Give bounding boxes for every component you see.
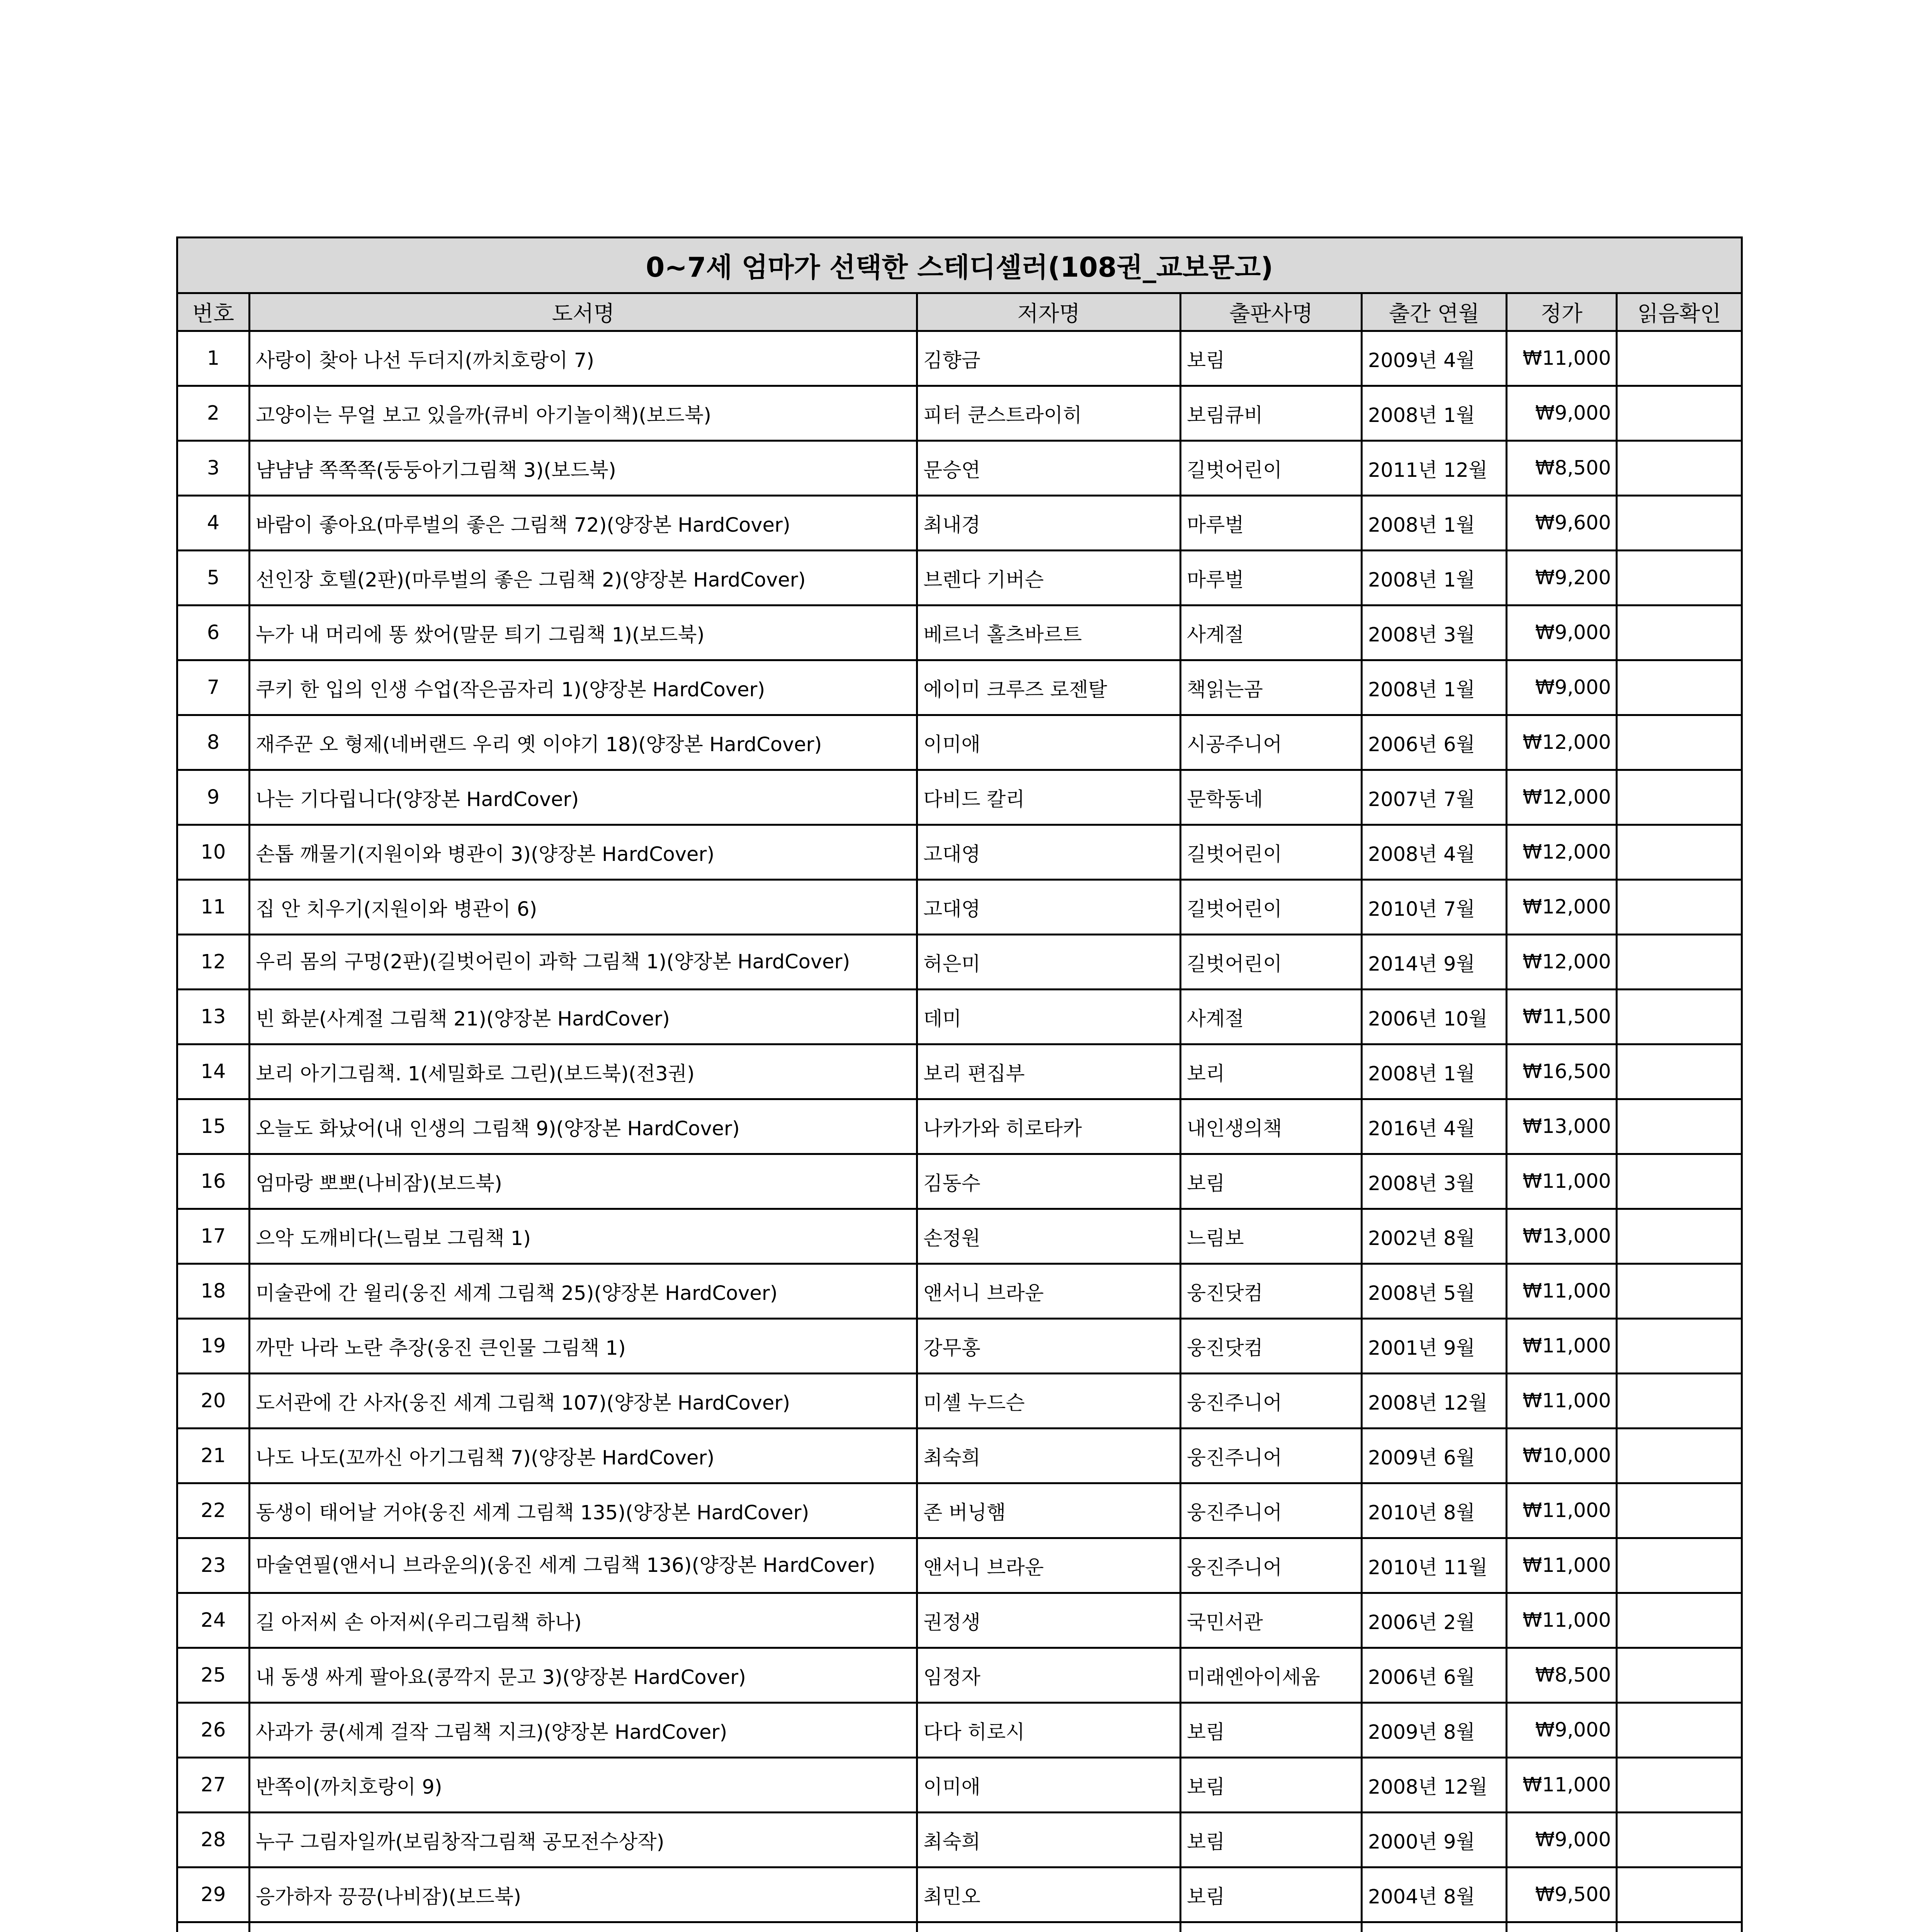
author-name: 임정자 bbox=[917, 1648, 1181, 1703]
read-check-cell[interactable] bbox=[1617, 1867, 1742, 1922]
table-row bbox=[177, 1374, 1742, 1429]
row-number: 9 bbox=[177, 770, 250, 825]
list-price: ₩9,000 bbox=[1507, 605, 1617, 660]
list-price: ₩11,000 bbox=[1507, 1374, 1617, 1429]
row-number: 23 bbox=[177, 1538, 250, 1593]
read-check-cell[interactable] bbox=[1617, 825, 1742, 880]
col-number-header: 번호 bbox=[177, 293, 250, 331]
row-number: 8 bbox=[177, 715, 250, 770]
read-check-cell[interactable] bbox=[1617, 1209, 1742, 1264]
book-title: 사과가 쿵(세계 걸작 그림책 지크)(양장본 HardCover) bbox=[250, 1703, 917, 1758]
publish-date: 2011년 12월 bbox=[1362, 441, 1507, 496]
col-publisher-header: 출판사명 bbox=[1181, 293, 1362, 331]
row-number: 4 bbox=[177, 496, 250, 551]
publish-date: 2001년 9월 bbox=[1362, 1319, 1507, 1374]
read-check-cell[interactable] bbox=[1617, 1922, 1742, 1932]
publisher-name: 길벗어린이 bbox=[1181, 935, 1362, 990]
publish-date: 2008년 1월 bbox=[1362, 660, 1507, 715]
publisher-name: 내인생의책 bbox=[1181, 1099, 1362, 1154]
publisher-name: 사계절 bbox=[1181, 990, 1362, 1044]
publisher-name: 보림 bbox=[1181, 1758, 1362, 1813]
author-name: 이미애 bbox=[917, 1758, 1181, 1813]
author-name: 강무홍 bbox=[917, 1319, 1181, 1374]
table-row bbox=[177, 386, 1742, 441]
table-row bbox=[177, 1758, 1742, 1813]
list-price: ₩12,000 bbox=[1507, 935, 1617, 990]
author-name: 손정원 bbox=[917, 1209, 1181, 1264]
list-price: ₩11,000 bbox=[1507, 1319, 1617, 1374]
publisher-name: 사계절 bbox=[1181, 605, 1362, 660]
publish-date: 2000년 9월 bbox=[1362, 1813, 1507, 1867]
publish-date: 2010년 8월 bbox=[1362, 1483, 1507, 1538]
row-number: 12 bbox=[177, 935, 250, 990]
col-price-header: 정가 bbox=[1507, 293, 1617, 331]
author-name: 앤서니 브라운 bbox=[917, 1264, 1181, 1319]
book-list-table bbox=[176, 236, 1743, 1932]
read-check-cell[interactable] bbox=[1617, 1483, 1742, 1538]
author-name: 김향금 bbox=[917, 331, 1181, 386]
table-row bbox=[177, 1483, 1742, 1538]
list-price: ₩12,000 bbox=[1507, 825, 1617, 880]
publish-date: 2006년 10월 bbox=[1362, 990, 1507, 1044]
list-price: ₩9,000 bbox=[1507, 386, 1617, 441]
list-price: ₩11,000 bbox=[1507, 1593, 1617, 1648]
table-row bbox=[177, 1922, 1742, 1932]
read-check-cell[interactable] bbox=[1617, 331, 1742, 386]
book-title: 도서관에 간 사자(웅진 세계 그림책 107)(양장본 HardCover) bbox=[250, 1374, 917, 1429]
col-author-header: 저자명 bbox=[917, 293, 1181, 331]
read-check-cell[interactable] bbox=[1617, 1648, 1742, 1703]
table-row bbox=[177, 1593, 1742, 1648]
author-name: 최숙희 bbox=[917, 1813, 1181, 1867]
author-name bbox=[917, 1922, 1181, 1932]
publisher-name: 길벗어린이 bbox=[1181, 880, 1362, 935]
publisher-name: 웅진주니어 bbox=[1181, 1374, 1362, 1429]
publish-date: 2008년 1월 bbox=[1362, 386, 1507, 441]
read-check-cell[interactable] bbox=[1617, 605, 1742, 660]
publisher-name: 길벗어린이 bbox=[1181, 441, 1362, 496]
row-number: 28 bbox=[177, 1813, 250, 1867]
list-price: ₩11,000 bbox=[1507, 1483, 1617, 1538]
book-title: 재주꾼 오 형제(네버랜드 우리 옛 이야기 18)(양장본 HardCover) bbox=[250, 715, 917, 770]
table-row bbox=[177, 1813, 1742, 1867]
read-check-cell[interactable] bbox=[1617, 1758, 1742, 1813]
publish-date: 2016년 4월 bbox=[1362, 1099, 1507, 1154]
row-number: 5 bbox=[177, 551, 250, 605]
list-price: ₩10,000 bbox=[1507, 1429, 1617, 1483]
book-title: 바람이 좋아요(마루벌의 좋은 그림책 72)(양장본 HardCover) bbox=[250, 496, 917, 551]
book-title: 마술연필(앤서니 브라운의)(웅진 세계 그림책 136)(양장본 HardCover) bbox=[250, 1538, 917, 1593]
read-check-cell[interactable] bbox=[1617, 1154, 1742, 1209]
book-title: 누구 그림자일까(보림창작그림책 공모전수상작) bbox=[250, 1813, 917, 1867]
book-title: 반쪽이(까치호랑이 9) bbox=[250, 1758, 917, 1813]
read-check-cell[interactable] bbox=[1617, 935, 1742, 990]
publisher-name: 느림보 bbox=[1181, 1209, 1362, 1264]
book-title: 길 아저씨 손 아저씨(우리그림책 하나) bbox=[250, 1593, 917, 1648]
row-number: 29 bbox=[177, 1867, 250, 1922]
read-check-cell[interactable] bbox=[1617, 1319, 1742, 1374]
book-title: 응가하자 끙끙(나비잠)(보드북) bbox=[250, 1867, 917, 1922]
table-row bbox=[177, 1044, 1742, 1099]
book-title: 엄마랑 뽀뽀(나비잠)(보드북) bbox=[250, 1154, 917, 1209]
publish-date: 2009년 8월 bbox=[1362, 1703, 1507, 1758]
row-number: 19 bbox=[177, 1319, 250, 1374]
author-name: 최숙희 bbox=[917, 1429, 1181, 1483]
row-number: 26 bbox=[177, 1703, 250, 1758]
publisher-name: 보림 bbox=[1181, 1703, 1362, 1758]
book-title: 사랑이 찾아 나선 두더지(까치호랑이 7) bbox=[250, 331, 917, 386]
book-title: 나는 기다립니다(양장본 HardCover) bbox=[250, 770, 917, 825]
list-price: ₩12,000 bbox=[1507, 715, 1617, 770]
list-price: ₩9,200 bbox=[1507, 551, 1617, 605]
list-price: ₩9,000 bbox=[1507, 660, 1617, 715]
list-price bbox=[1507, 1922, 1617, 1932]
publisher-name: 보림큐비 bbox=[1181, 386, 1362, 441]
book-title: 냠냠냠 쪽쪽쪽(둥둥아기그림책 3)(보드북) bbox=[250, 441, 917, 496]
publish-date: 2004년 8월 bbox=[1362, 1867, 1507, 1922]
list-price: ₩13,000 bbox=[1507, 1099, 1617, 1154]
publish-date: 2008년 12월 bbox=[1362, 1374, 1507, 1429]
row-number: 27 bbox=[177, 1758, 250, 1813]
publish-date: 2002년 8월 bbox=[1362, 1209, 1507, 1264]
author-name: 브렌다 기버슨 bbox=[917, 551, 1181, 605]
publisher-name: 웅진주니어 bbox=[1181, 1538, 1362, 1593]
book-title: 고양이는 무얼 보고 있을까(큐비 아기놀이책)(보드북) bbox=[250, 386, 917, 441]
row-number: 15 bbox=[177, 1099, 250, 1154]
author-name: 보리 편집부 bbox=[917, 1044, 1181, 1099]
book-title: 누가 내 머리에 똥 쌌어(말문 틔기 그림책 1)(보드북) bbox=[250, 605, 917, 660]
publish-date: 2008년 5월 bbox=[1362, 1264, 1507, 1319]
author-name: 피터 쿤스트라이히 bbox=[917, 386, 1181, 441]
author-name: 문승연 bbox=[917, 441, 1181, 496]
publish-date: 2010년 11월 bbox=[1362, 1538, 1507, 1593]
publish-date: 2006년 6월 bbox=[1362, 1648, 1507, 1703]
book-title: 까만 나라 노란 추장(웅진 큰인물 그림책 1) bbox=[250, 1319, 917, 1374]
list-price: ₩11,000 bbox=[1507, 1264, 1617, 1319]
publish-date bbox=[1362, 1922, 1507, 1932]
publisher-name: 웅진닷컴 bbox=[1181, 1264, 1362, 1319]
book-title: 손톱 깨물기(지원이와 병관이 3)(양장본 HardCover) bbox=[250, 825, 917, 880]
row-number: 22 bbox=[177, 1483, 250, 1538]
table-row bbox=[177, 1154, 1742, 1209]
row-number: 21 bbox=[177, 1429, 250, 1483]
read-check-cell[interactable] bbox=[1617, 660, 1742, 715]
list-price: ₩9,500 bbox=[1507, 1867, 1617, 1922]
book-title: 으악 도깨비다(느림보 그림책 1) bbox=[250, 1209, 917, 1264]
read-check-cell[interactable] bbox=[1617, 990, 1742, 1044]
publish-date: 2010년 7월 bbox=[1362, 880, 1507, 935]
table-row bbox=[177, 551, 1742, 605]
list-price: ₩8,500 bbox=[1507, 441, 1617, 496]
read-check-cell[interactable] bbox=[1617, 1099, 1742, 1154]
list-price: ₩13,000 bbox=[1507, 1209, 1617, 1264]
publisher-name: 책읽는곰 bbox=[1181, 660, 1362, 715]
table-row bbox=[177, 1429, 1742, 1483]
sheet-title: 0~7세 엄마가 선택한 스테디셀러(108권_교보문고) bbox=[177, 238, 1742, 293]
col-read-check-header: 읽음확인 bbox=[1617, 293, 1742, 331]
publisher-name: 보림 bbox=[1181, 331, 1362, 386]
publish-date: 2008년 1월 bbox=[1362, 496, 1507, 551]
table-row bbox=[177, 1264, 1742, 1319]
table-row bbox=[177, 1648, 1742, 1703]
read-check-cell[interactable] bbox=[1617, 880, 1742, 935]
publish-date: 2006년 6월 bbox=[1362, 715, 1507, 770]
table-row bbox=[177, 1099, 1742, 1154]
read-check-cell[interactable] bbox=[1617, 1813, 1742, 1867]
table-row bbox=[177, 1319, 1742, 1374]
table-row bbox=[177, 770, 1742, 825]
list-price: ₩9,000 bbox=[1507, 1703, 1617, 1758]
list-price: ₩11,000 bbox=[1507, 1758, 1617, 1813]
read-check-cell[interactable] bbox=[1617, 715, 1742, 770]
list-price: ₩11,500 bbox=[1507, 990, 1617, 1044]
list-price: ₩11,000 bbox=[1507, 1538, 1617, 1593]
publisher-name: 시공주니어 bbox=[1181, 715, 1362, 770]
book-title: 보리 아기그림책. 1(세밀화로 그린)(보드북)(전3권) bbox=[250, 1044, 917, 1099]
publisher-name: 보리 bbox=[1181, 1044, 1362, 1099]
list-price: ₩9,600 bbox=[1507, 496, 1617, 551]
publish-date: 2006년 2월 bbox=[1362, 1593, 1507, 1648]
table-row bbox=[177, 880, 1742, 935]
book-title: 우리 몸의 구멍(2판)(길벗어린이 과학 그림책 1)(양장본 HardCover) bbox=[250, 935, 917, 990]
row-number: 6 bbox=[177, 605, 250, 660]
author-name: 베르너 홀츠바르트 bbox=[917, 605, 1181, 660]
publish-date: 2007년 7월 bbox=[1362, 770, 1507, 825]
publisher-name: 미래엔아이세움 bbox=[1181, 1648, 1362, 1703]
list-price: ₩11,000 bbox=[1507, 1154, 1617, 1209]
list-price: ₩12,000 bbox=[1507, 880, 1617, 935]
table-row bbox=[177, 1703, 1742, 1758]
book-title: 동생이 태어날 거야(웅진 세계 그림책 135)(양장본 HardCover) bbox=[250, 1483, 917, 1538]
read-check-cell[interactable] bbox=[1617, 551, 1742, 605]
publish-date: 2008년 1월 bbox=[1362, 551, 1507, 605]
row-number: 10 bbox=[177, 825, 250, 880]
table-row bbox=[177, 715, 1742, 770]
book-title bbox=[250, 1922, 917, 1932]
book-title: 집 안 치우기(지원이와 병관이 6) bbox=[250, 880, 917, 935]
publish-date: 2014년 9월 bbox=[1362, 935, 1507, 990]
author-name: 다다 히로시 bbox=[917, 1703, 1181, 1758]
row-number: 17 bbox=[177, 1209, 250, 1264]
table-row bbox=[177, 441, 1742, 496]
list-price: ₩8,500 bbox=[1507, 1648, 1617, 1703]
read-check-cell[interactable] bbox=[1617, 496, 1742, 551]
publish-date: 2009년 4월 bbox=[1362, 331, 1507, 386]
book-title: 오늘도 화났어(내 인생의 그림책 9)(양장본 HardCover) bbox=[250, 1099, 917, 1154]
table-row bbox=[177, 1538, 1742, 1593]
table-row bbox=[177, 496, 1742, 551]
author-name: 고대영 bbox=[917, 880, 1181, 935]
author-name: 미셸 누드슨 bbox=[917, 1374, 1181, 1429]
row-number: 24 bbox=[177, 1593, 250, 1648]
read-check-cell[interactable] bbox=[1617, 1429, 1742, 1483]
publisher-name: 보림 bbox=[1181, 1867, 1362, 1922]
publisher-name: 웅진주니어 bbox=[1181, 1429, 1362, 1483]
row-number: 18 bbox=[177, 1264, 250, 1319]
row-number: 20 bbox=[177, 1374, 250, 1429]
list-price: ₩11,000 bbox=[1507, 331, 1617, 386]
table-row bbox=[177, 660, 1742, 715]
table-row bbox=[177, 935, 1742, 990]
publisher-name: 마루벌 bbox=[1181, 496, 1362, 551]
publisher-name: 문학동네 bbox=[1181, 770, 1362, 825]
publisher-name: 길벗어린이 bbox=[1181, 825, 1362, 880]
row-number: 13 bbox=[177, 990, 250, 1044]
book-title: 내 동생 싸게 팔아요(콩깍지 문고 3)(양장본 HardCover) bbox=[250, 1648, 917, 1703]
publish-date: 2008년 3월 bbox=[1362, 1154, 1507, 1209]
list-price: ₩16,500 bbox=[1507, 1044, 1617, 1099]
author-name: 다비드 칼리 bbox=[917, 770, 1181, 825]
author-name: 김동수 bbox=[917, 1154, 1181, 1209]
publisher-name bbox=[1181, 1922, 1362, 1932]
publisher-name: 국민서관 bbox=[1181, 1593, 1362, 1648]
read-check-cell[interactable] bbox=[1617, 1538, 1742, 1593]
read-check-cell[interactable] bbox=[1617, 1593, 1742, 1648]
author-name: 나카가와 히로타카 bbox=[917, 1099, 1181, 1154]
col-date-header: 출간 연월 bbox=[1362, 293, 1507, 331]
list-price: ₩9,000 bbox=[1507, 1813, 1617, 1867]
publish-date: 2008년 12월 bbox=[1362, 1758, 1507, 1813]
row-number: 7 bbox=[177, 660, 250, 715]
publisher-name: 보림 bbox=[1181, 1154, 1362, 1209]
author-name: 이미애 bbox=[917, 715, 1181, 770]
col-title-header: 도서명 bbox=[250, 293, 917, 331]
author-name: 최민오 bbox=[917, 1867, 1181, 1922]
row-number: 16 bbox=[177, 1154, 250, 1209]
row-number bbox=[177, 1922, 250, 1932]
read-check-cell[interactable] bbox=[1617, 1374, 1742, 1429]
author-name: 앤서니 브라운 bbox=[917, 1538, 1181, 1593]
table-row bbox=[177, 1209, 1742, 1264]
row-number: 3 bbox=[177, 441, 250, 496]
row-number: 25 bbox=[177, 1648, 250, 1703]
read-check-cell[interactable] bbox=[1617, 1703, 1742, 1758]
publish-date: 2008년 1월 bbox=[1362, 1044, 1507, 1099]
author-name: 존 버닝햄 bbox=[917, 1483, 1181, 1538]
book-title: 미술관에 간 윌리(웅진 세계 그림책 25)(양장본 HardCover) bbox=[250, 1264, 917, 1319]
book-title: 쿠키 한 입의 인생 수업(작은곰자리 1)(양장본 HardCover) bbox=[250, 660, 917, 715]
row-number: 2 bbox=[177, 386, 250, 441]
author-name: 데미 bbox=[917, 990, 1181, 1044]
book-title: 나도 나도(꼬까신 아기그림책 7)(양장본 HardCover) bbox=[250, 1429, 917, 1483]
table-row bbox=[177, 825, 1742, 880]
row-number: 1 bbox=[177, 331, 250, 386]
table-row bbox=[177, 1867, 1742, 1922]
author-name: 에이미 크루즈 로젠탈 bbox=[917, 660, 1181, 715]
column-header-row bbox=[177, 293, 1742, 331]
table-row bbox=[177, 990, 1742, 1044]
publish-date: 2008년 3월 bbox=[1362, 605, 1507, 660]
table-row bbox=[177, 331, 1742, 386]
publisher-name: 웅진닷컴 bbox=[1181, 1319, 1362, 1374]
read-check-cell[interactable] bbox=[1617, 770, 1742, 825]
read-check-cell[interactable] bbox=[1617, 1044, 1742, 1099]
read-check-cell[interactable] bbox=[1617, 386, 1742, 441]
author-name: 허은미 bbox=[917, 935, 1181, 990]
list-price: ₩12,000 bbox=[1507, 770, 1617, 825]
table-row bbox=[177, 605, 1742, 660]
author-name: 고대영 bbox=[917, 825, 1181, 880]
read-check-cell[interactable] bbox=[1617, 1264, 1742, 1319]
author-name: 권정생 bbox=[917, 1593, 1181, 1648]
read-check-cell[interactable] bbox=[1617, 441, 1742, 496]
row-number: 14 bbox=[177, 1044, 250, 1099]
publisher-name: 마루벌 bbox=[1181, 551, 1362, 605]
publisher-name: 웅진주니어 bbox=[1181, 1483, 1362, 1538]
book-title: 빈 화분(사계절 그림책 21)(양장본 HardCover) bbox=[250, 990, 917, 1044]
author-name: 최내경 bbox=[917, 496, 1181, 551]
publish-date: 2009년 6월 bbox=[1362, 1429, 1507, 1483]
publish-date: 2008년 4월 bbox=[1362, 825, 1507, 880]
row-number: 11 bbox=[177, 880, 250, 935]
book-title: 선인장 호텔(2판)(마루벌의 좋은 그림책 2)(양장본 HardCover) bbox=[250, 551, 917, 605]
book-rows bbox=[177, 331, 1742, 1932]
publisher-name: 보림 bbox=[1181, 1813, 1362, 1867]
